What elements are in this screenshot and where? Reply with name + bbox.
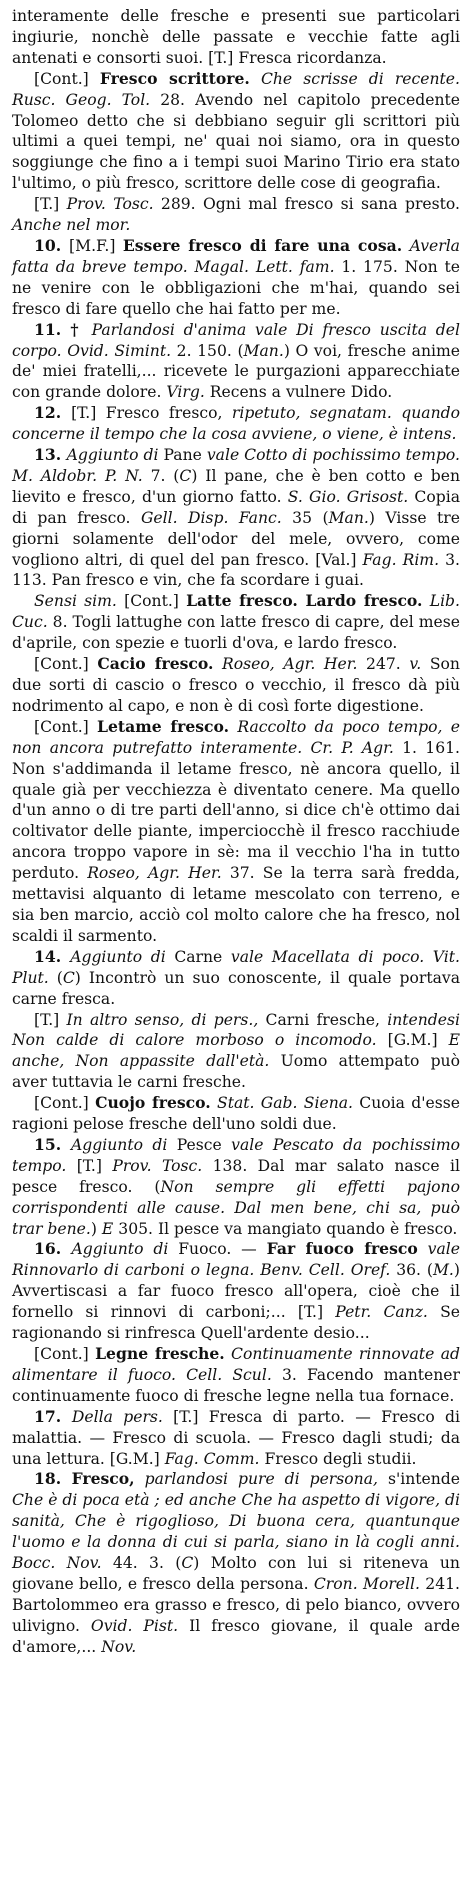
entry-text-run: Fag. Comm. xyxy=(164,1449,260,1468)
entry-text-run: Cacio fresco. xyxy=(97,654,214,674)
entry-text-run: [G.M.] xyxy=(376,1031,449,1050)
entry-text-run: E anche, Non appassite dall'età. xyxy=(12,1031,460,1071)
entry-text-run: ) Il pane, che è ben cotto e ben lievito e fresco, d'un giorno fatto. xyxy=(12,466,460,506)
entry-text-run: [M.F.] xyxy=(69,236,123,255)
entry-text-run: 36. ( xyxy=(390,1261,433,1280)
entry-text-run: Raccolto da poco tempo, e non ancora putrefatto interamente. Cr. P. Agr. xyxy=(12,717,460,757)
entry-text-run: Che scrisse di recente. Rusc. Geog. Tol. xyxy=(12,69,460,109)
entry-text-run: 14. xyxy=(34,946,71,966)
entry-cont-legne xyxy=(12,1344,460,1407)
entry-text-run: Fresco, xyxy=(71,1469,135,1489)
entry-text-run: Averla fatta da breve tempo. Magal. Lett. fam. xyxy=(12,236,460,276)
entry-text-run: E xyxy=(101,1219,114,1238)
entry-text-run: M. xyxy=(432,1261,454,1280)
entry-text-run: 3. Facendo mantener continuamente fuoco di fresche legne nella tua fornace. xyxy=(12,1365,460,1405)
entry-text-run: Man. xyxy=(243,341,284,360)
entry-s12 xyxy=(12,403,460,445)
entry-s13 xyxy=(12,445,460,591)
entry-s15 xyxy=(12,1135,460,1240)
entry-text-run: Far fuoco fresco xyxy=(266,1239,418,1259)
entry-text-run: [T.] Fresca di parto. — Fresco di malattia. — Fresco di scuola. — Fresco dagli studi; da una lettura. [G.M.] xyxy=(12,1407,460,1468)
entry-text-run: parlandosi pure di persona, xyxy=(134,1470,378,1489)
entry-text-run: Roseo, Agr. Her. xyxy=(213,655,358,674)
entry-s11 xyxy=(12,320,460,404)
entry-text-run: ripetuto, segnatam. quando concerne il tempo che la cosa avviene, o viene, è intens. xyxy=(12,404,460,444)
entry-text-run: Continuamente rinnovate ad alimentare il fuoco. Cell. Scul. xyxy=(12,1345,460,1384)
entry-text-run: Recens a vulnere Dido. xyxy=(204,383,393,402)
entry-text-run: Ovid. Pist. xyxy=(90,1616,179,1635)
entry-t-altro-senso xyxy=(12,1010,460,1094)
entry-text-run: [Cont.] xyxy=(116,592,187,611)
entry-text-run: Man. xyxy=(328,508,369,527)
entry-text-run: Nov. xyxy=(101,1637,137,1656)
entry-text-run: Carni fresche, xyxy=(258,1010,388,1029)
entry-text-run: Legne fresche. xyxy=(95,1344,225,1363)
entry-text-run: Non sempre gli effetti pajono corrispondenti alle cause. Dal men bene, chi sa, può trar bene. xyxy=(12,1177,460,1238)
entry-text-run: Aggiunto di xyxy=(66,446,159,465)
entry-text-run: Fresco scrittore. xyxy=(99,68,250,88)
entry-text-run: s'intende xyxy=(377,1470,461,1489)
entry-text-run: 17. xyxy=(34,1406,72,1426)
entry-text-run: 16. xyxy=(34,1239,72,1259)
entry-text-run: [Cont.] xyxy=(34,1345,96,1363)
entry-text-run: Petr. Canz. xyxy=(335,1303,428,1322)
entry-text-run: ) Avvertiscasi a far fuoco fresco all'opera, cioè che il fornello si rinnovi di carboni;... [T.] xyxy=(12,1261,460,1322)
entry-cont-cuojo xyxy=(12,1093,460,1135)
entry-text-run: ) xyxy=(90,1219,102,1238)
entry-text-run: Aggiunto di xyxy=(71,1135,168,1154)
entry-text-run: 2. 150. ( xyxy=(171,341,244,360)
entry-text-run: 8. Togli lattughe con latte fresco di capre, del mese d'aprile, con spezie e tuorli d'ova, e lardo fresco. xyxy=(12,613,460,653)
entry-text-run: 44. 3. ( xyxy=(101,1554,182,1573)
dictionary-entries xyxy=(12,6,460,1658)
entry-s14 xyxy=(12,947,460,1010)
entry-text-run: Se ragionando si rinfresca Quell'ardente desio... xyxy=(12,1303,461,1343)
entry-s10 xyxy=(12,236,460,320)
entry-text-run: In altro senso, di pers., xyxy=(66,1010,259,1029)
entry-text-run: Cron. Morell. xyxy=(313,1574,420,1593)
entry-text-run: vale Cotto di pochissimo tempo. M. Aldobr. P. N. xyxy=(12,446,460,485)
entry-text-run: Pane xyxy=(158,446,207,465)
entry-text-run: Fresco degli studii. xyxy=(259,1449,417,1468)
entry-text-run: 241. Bartolommeo era grasso e fresco, di pelo bianco, ovvero ulivigno. xyxy=(12,1574,460,1635)
entry-text-run: 1. 161. Non s'addimanda il letame fresco, nè ancora quello, il quale già per vecchiezza è diventato cenere. Ma quello d'un anno o di tre parti dell'anno, si dice ch'è ottimo dai coltivator delle piante, imperciocchè il fresco racchiude ancora troppo vapore in sè: ma il vecchio l'ha in tutto perduto. xyxy=(12,738,460,883)
entry-intro xyxy=(12,6,460,69)
entry-text-run: ) Visse tre giorni solamente dell'odor del mele, ovvero, come vogliono altri, di quel del pan fresco. [Val.] xyxy=(12,508,460,569)
entry-s17 xyxy=(12,1407,460,1470)
entry-text-run: 305. Il pesce va mangiato quando è fresco. xyxy=(113,1219,458,1238)
entry-text-run: 13. xyxy=(34,445,67,465)
entry-text-run: 12. xyxy=(34,403,72,423)
entry-text-run: Roseo, Agr. Her. xyxy=(87,864,222,883)
entry-sensi-sim xyxy=(12,591,460,654)
entry-cont-letame xyxy=(12,717,460,947)
entry-text-run: Essere fresco di fare una cosa. xyxy=(122,235,403,255)
entry-text-run: Letame fresco. xyxy=(97,716,230,736)
entry-text-run: Gell. Disp. Fanc. xyxy=(140,508,282,527)
entry-text-run: 10. xyxy=(34,235,70,255)
entry-text-run: [T.] xyxy=(34,1010,67,1029)
entry-text-run: [T.] Fresco fresco, xyxy=(71,404,232,423)
entry-t-prov-tosc xyxy=(12,194,460,236)
entry-text-run: Uomo attempato può aver tuttavia le carni fresche. xyxy=(12,1052,460,1092)
entry-text-run: v. xyxy=(409,655,422,674)
entry-text-run: vale Macellata di poco. Vit. Plut. xyxy=(12,947,460,987)
entry-text-run: Pesce xyxy=(167,1135,232,1154)
entry-text-run: intendesi Non calde di calore morboso o incomodo. xyxy=(12,1010,460,1050)
entry-cont-cacio xyxy=(12,654,460,717)
entry-text-run: 1. 175. Non te ne venire con le obbligazioni che m'hai, quando sei fresco di fare quello che hai fatto per me. xyxy=(12,257,460,318)
entry-text-run: 11. † xyxy=(34,319,92,339)
entry-text-run: Parlandosi d'anima vale Di fresco uscita del corpo. Ovid. Simint. xyxy=(12,320,460,360)
entry-text-run: Fuoco. — xyxy=(168,1240,267,1259)
entry-text-run: Prov. Tosc. xyxy=(66,195,154,214)
entry-text-run: C xyxy=(179,466,192,485)
entry-text-run: 28. Avendo nel capitolo precedente Tolomeo detto che si debbiano seguir gli scrittori più ultimi a quei tempi, ne' quai noi siamo, ora in questo soggiunge che fino a i tempi suoi Marino Tirio era stato l'ultimo, o più fresco, scrittore delle cose di geografia. xyxy=(12,90,460,193)
entry-text-run: Stat. Gab. Siena. xyxy=(210,1094,353,1113)
entry-text-run: vale Rinnovarlo di carboni o legna. Benv. Cell. Oref. xyxy=(12,1240,460,1280)
entry-text-run: Prov. Tosc. xyxy=(112,1156,203,1175)
entry-text-run: 247. xyxy=(357,655,410,674)
entry-text-run: [Cont.] xyxy=(34,1094,96,1113)
entry-text-run: 289. Ogni mal fresco si sana presto. xyxy=(153,195,460,214)
entry-text-run: Cuojo fresco. xyxy=(95,1093,211,1113)
entry-text-run: C xyxy=(181,1554,194,1573)
entry-text-run: C xyxy=(62,968,75,987)
entry-text-run: 7. ( xyxy=(142,466,180,485)
entry-s16 xyxy=(12,1239,460,1344)
entry-text-run: Della pers. xyxy=(71,1407,163,1426)
entry-text-run: [Cont.] xyxy=(34,655,98,674)
entry-text-run: Lib. Cuc. xyxy=(12,592,460,632)
entry-text-run: Aggiunto di xyxy=(71,1240,169,1259)
entry-text-run: ) O voi, fresche anime de' miei fratelli,... ricevete le purgazioni apparecchiate con grande dolore. xyxy=(12,341,461,402)
entry-s18 xyxy=(12,1469,460,1657)
entry-text-run: [T.] xyxy=(34,195,67,214)
entry-text-run: Anche nel mor. xyxy=(12,216,131,235)
entry-text-run: Latte fresco. Lardo fresco. xyxy=(186,591,423,611)
entry-text-run: vale Pescato da pochissimo tempo. xyxy=(12,1135,461,1175)
entry-text-run: Son due sorti di cascio o fresco o vecchio, il fresco dà più nodrimento al capo, e non è di così forte digestione. xyxy=(12,655,460,715)
entry-text-run: [T.] xyxy=(66,1156,113,1175)
entry-text-run: [Cont.] xyxy=(34,717,98,736)
entry-text-run: Il fresco giovane, il quale arde d'amore,... xyxy=(12,1616,460,1656)
entry-text-run: Carne xyxy=(165,947,231,966)
entry-text-run: ) Molto con lui si riteneva un giovane bello, e fresco della persona. xyxy=(12,1554,460,1593)
entry-text-run: Fag. Rim. xyxy=(362,550,440,569)
entry-text-run: Sensi sim. xyxy=(34,592,117,611)
entry-text-run: ) Incontrò un suo conoscente, il quale portava carne fresca. xyxy=(12,968,461,1008)
entry-text-run: 18. xyxy=(34,1469,72,1489)
entry-cont-fresco-scrittore xyxy=(12,69,460,194)
entry-text-run: 3. 113. Pan fresco e vin, che fa scordare i guai. xyxy=(12,550,460,590)
entry-text-run: 15. xyxy=(34,1134,72,1154)
entry-text-run: Aggiunto di xyxy=(70,947,166,966)
entry-text-run: S. Gio. Grisost. xyxy=(287,487,409,506)
entry-text-run: Virg. xyxy=(166,383,205,402)
entry-text-run: Copia di pan fresco. xyxy=(12,487,460,527)
entry-text-run: 138. Dal mar salato nasce il pesce fresco. ( xyxy=(12,1156,460,1196)
entry-text-run: Cuoia d'esse ragioni pelose fresche dell'uno soldi due. xyxy=(12,1094,460,1134)
entry-text-run: 35 ( xyxy=(281,508,329,527)
entry-text-run: 37. Se la terra sarà fredda, mettavisi alquanto di letame mescolato con terreno, e sia ben marcio, acciò col molto calore che ha fresco, nol scaldi il sarmento. xyxy=(12,864,460,945)
entry-text-run: [Cont.] xyxy=(34,69,100,88)
entry-text-run: ( xyxy=(48,968,63,987)
entry-text-run: interamente delle fresche e presenti sue particolari ingiurie, nonchè delle passate e vecchie fatte agli antenati e consorti suoi. [T.] Fresca ricordanza. xyxy=(12,7,460,67)
entry-text-run: Che è di poca età ; ed anche Che ha aspetto di vigore, di sanità, Che è rigoglioso, Di buona cera, quantunque l'uomo e la donna di cui si parla, siano in là cogli anni. Bocc. Nov. xyxy=(12,1491,460,1573)
